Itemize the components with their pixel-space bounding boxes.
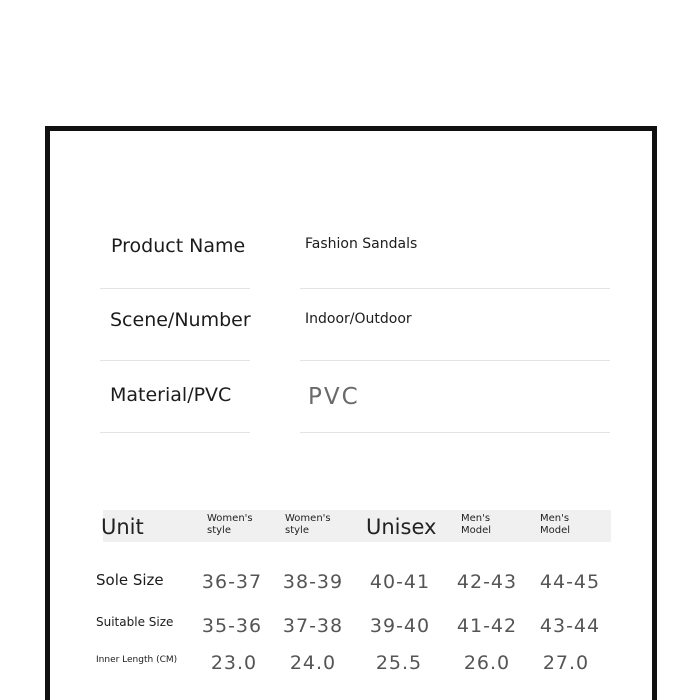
row-label-sole-size: Sole Size [96, 571, 164, 589]
table-cell: 43-44 [539, 615, 601, 637]
table-cell: 40-41 [369, 571, 431, 593]
divider [300, 432, 610, 433]
table-cell: 41-42 [456, 615, 518, 637]
material-value: PVC [308, 384, 360, 410]
table-cell: 24.0 [289, 652, 337, 674]
table-cell: 27.0 [542, 652, 590, 674]
product-name-value: Fashion Sandals [305, 236, 418, 252]
divider [300, 288, 610, 289]
table-cell: 23.0 [210, 652, 258, 674]
table-cell: 42-43 [456, 571, 518, 593]
divider [300, 360, 610, 361]
divider [100, 288, 250, 289]
divider [100, 432, 250, 433]
column-header-mens-model: Men's Model [461, 513, 492, 536]
table-cell: 26.0 [463, 652, 511, 674]
row-label-suitable-size: Suitable Size [96, 615, 174, 629]
table-cell: 44-45 [539, 571, 601, 593]
unit-header: Unit [101, 515, 144, 539]
table-cell: 37-38 [282, 615, 344, 637]
divider [100, 360, 250, 361]
column-header-mens-model: Men's Model [540, 513, 571, 536]
size-table-header [103, 510, 611, 542]
column-header-unisex: Unisex [366, 515, 437, 539]
product-name-label: Product Name [111, 235, 246, 257]
size-chart-frame [45, 126, 657, 700]
material-label: Material/PVC [110, 384, 232, 406]
table-cell: 35-36 [201, 615, 263, 637]
column-header-womens-style: Women's style [207, 513, 253, 536]
row-label-inner-length: Inner Length (CM) [96, 655, 178, 665]
scene-number-label: Scene/Number [110, 309, 251, 331]
scene-number-value: Indoor/Outdoor [305, 311, 412, 327]
table-cell: 25.5 [375, 652, 423, 674]
table-cell: 39-40 [369, 615, 431, 637]
table-cell: 38-39 [282, 571, 344, 593]
column-header-womens-style: Women's style [285, 513, 331, 536]
table-cell: 36-37 [201, 571, 263, 593]
